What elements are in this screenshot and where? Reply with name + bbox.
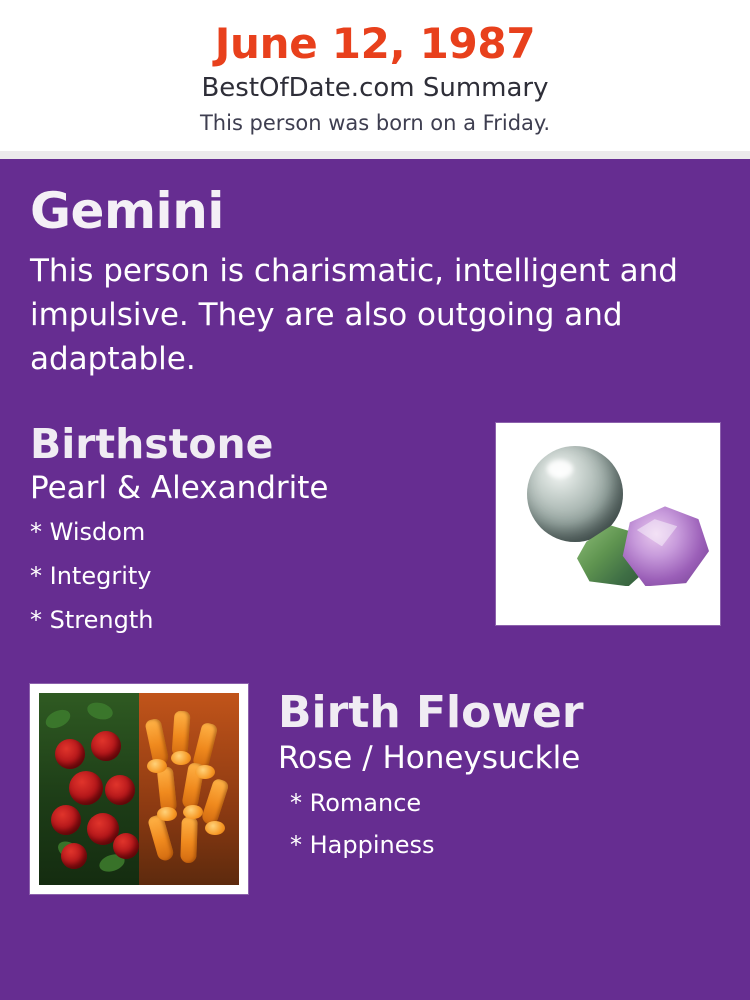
rose-photo-half — [39, 693, 139, 885]
birthstone-trait-list — [30, 517, 496, 634]
zodiac-sign-name: Gemini — [30, 181, 224, 240]
birth-flower-text — [278, 684, 720, 875]
header-divider — [0, 151, 750, 159]
list-item: * Happiness — [290, 830, 435, 859]
list-item: * Romance — [290, 788, 422, 817]
honeysuckle-photo-half — [139, 693, 239, 885]
list-item: * Wisdom — [30, 517, 146, 546]
birthstone-text — [30, 420, 496, 651]
birthstone-section — [30, 420, 720, 651]
site-summary-label: BestOfDate.com Summary — [201, 73, 549, 104]
birth-flower-image — [39, 693, 239, 885]
birth-flower-section — [30, 684, 720, 894]
birth-flower-trait-list — [278, 788, 720, 859]
birthstone-title: Birthstone — [30, 420, 274, 469]
birthstone-names: Pearl & Alexandrite — [30, 470, 329, 507]
birth-flower-title: Birth Flower — [278, 686, 584, 738]
birthstone-photo-frame — [496, 423, 720, 625]
card-body — [0, 159, 750, 1000]
birth-flower-names: Rose / Honeysuckle — [278, 739, 581, 776]
zodiac-description: This person is charismatic, intelligent and impulsive. They are also outgoing and adaptable. — [30, 253, 678, 378]
card-header — [0, 0, 750, 151]
page-title: June 12, 1987 — [214, 19, 536, 68]
list-item: * Strength — [30, 605, 154, 634]
birth-day-note: This person was born on a Friday. — [199, 110, 551, 135]
birth-flower-photo-frame — [30, 684, 248, 894]
list-item: * Integrity — [30, 561, 152, 590]
birthstone-image — [505, 432, 711, 616]
